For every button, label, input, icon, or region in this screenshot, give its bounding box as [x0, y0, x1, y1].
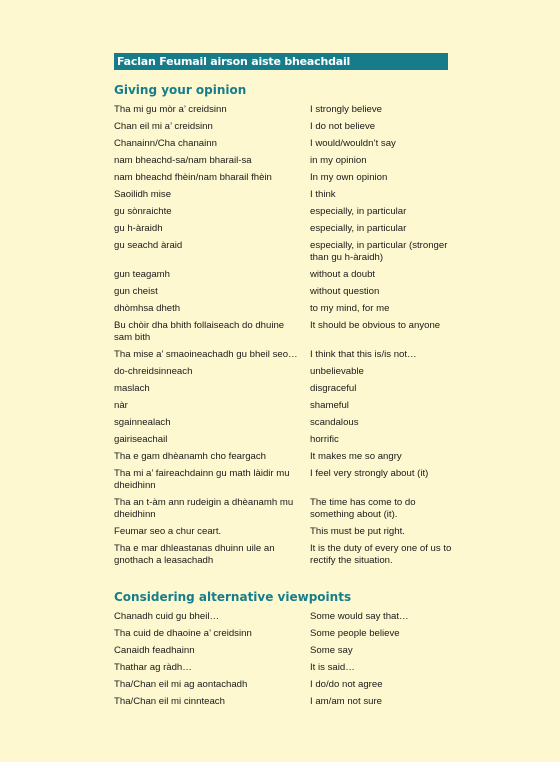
gaelic-phrase: Tha mise a’ smaoineachadh gu bheil seo… — [114, 349, 298, 360]
gaelic-phrase: Chanainn/Cha chanainn — [114, 138, 217, 149]
english-translation: to my mind, for me — [310, 303, 390, 314]
english-translation: In my own opinion — [310, 172, 388, 183]
english-translation: I would/wouldn’t say — [310, 138, 396, 149]
gaelic-phrase: Thathar ag ràdh… — [114, 662, 192, 673]
gaelic-phrase: Chanadh cuid gu bheil… — [114, 611, 220, 622]
section-heading-viewpoints: Considering alternative viewpoints — [114, 590, 352, 604]
gaelic-phrase: Tha mi a’ faireachdainn gu math làidir mu dheidhinn — [114, 468, 290, 491]
english-translation: disgraceful — [310, 383, 357, 394]
gaelic-phrase: Tha an t-àm ann rudeigin a dhèanamh mu dheidhinn — [114, 497, 294, 520]
gaelic-phrase: Chan eil mi a’ creidsinn — [114, 121, 213, 132]
english-translation: Some say — [310, 645, 353, 656]
gaelic-phrase: Tha mi gu mòr a’ creidsinn — [114, 104, 227, 115]
page-title-banner: Faclan Feumail airson aiste bheachdail — [114, 53, 448, 70]
english-translation: I think — [310, 189, 336, 200]
gaelic-phrase: maslach — [114, 383, 150, 394]
english-translation: It makes me so angry — [310, 451, 402, 462]
english-translation: The time has come to do something about (it). — [310, 497, 416, 520]
english-translation: It should be obvious to anyone — [310, 320, 441, 331]
gaelic-phrase: Tha e gam dhèanamh cho feargach — [114, 451, 267, 462]
english-translation: in my opinion — [310, 155, 367, 166]
gaelic-phrase: Canaidh feadhainn — [114, 645, 195, 656]
gaelic-phrase: do-chreidsinneach — [114, 366, 193, 377]
english-translation: especially, in particular (stronger than gu h-àraidh) — [310, 240, 448, 263]
gaelic-phrase: Feumar seo a chur ceart. — [114, 526, 222, 537]
english-translation: without a doubt — [310, 269, 376, 280]
english-translation: unbelievable — [310, 366, 364, 377]
gaelic-phrase: Tha/Chan eil mi cinnteach — [114, 696, 225, 707]
english-translation: scandalous — [310, 417, 359, 428]
english-translation: This must be put right. — [310, 526, 405, 537]
english-translation: shameful — [310, 400, 349, 411]
gaelic-phrase: gu h-àraidh — [114, 223, 163, 234]
english-translation: especially, in particular — [310, 223, 407, 234]
gaelic-phrase: Saoilidh mise — [114, 189, 172, 200]
english-translation: especially, in particular — [310, 206, 407, 217]
gaelic-phrase: gairiseachail — [114, 434, 168, 445]
section-heading-opinion: Giving your opinion — [114, 83, 247, 97]
gaelic-phrase: sgainnealach — [114, 417, 171, 428]
gaelic-phrase: Tha cuid de dhaoine a’ creidsinn — [114, 628, 252, 639]
english-translation: I am/am not sure — [310, 696, 382, 707]
english-translation: I feel very strongly about (it) — [310, 468, 429, 479]
english-translation: I think that this is/is not… — [310, 349, 417, 360]
gaelic-phrase: gu seachd àraid — [114, 240, 183, 251]
gaelic-phrase: nàr — [114, 400, 128, 411]
gaelic-phrase: Tha e mar dhleastanas dhuinn uile an gnothach a leasachadh — [114, 543, 275, 566]
english-translation: Some would say that… — [310, 611, 409, 622]
gaelic-phrase: gun teagamh — [114, 269, 171, 280]
gaelic-phrase: dhòmhsa dheth — [114, 303, 181, 314]
english-translation: Some people believe — [310, 628, 400, 639]
english-translation: It is the duty of every one of us to rectify the situation. — [310, 543, 452, 566]
gaelic-phrase: nam bheachd fhèin/nam bharail fhèin — [114, 172, 272, 183]
gaelic-phrase: gu sònraichte — [114, 206, 172, 217]
gaelic-phrase: gun cheist — [114, 286, 158, 297]
english-translation: I do not believe — [310, 121, 376, 132]
gaelic-phrase: nam bheachd-sa/nam bharail-sa — [114, 155, 252, 166]
english-translation: I do/do not agree — [310, 679, 383, 690]
english-translation: I strongly believe — [310, 104, 382, 115]
gaelic-phrase: Tha/Chan eil mi ag aontachadh — [114, 679, 248, 690]
english-translation: without question — [310, 286, 380, 297]
gaelic-phrase: Bu chòir dha bhith follaiseach do dhuine sam bith — [114, 320, 285, 343]
english-translation: It is said… — [310, 662, 355, 673]
english-translation: horrific — [310, 434, 339, 445]
